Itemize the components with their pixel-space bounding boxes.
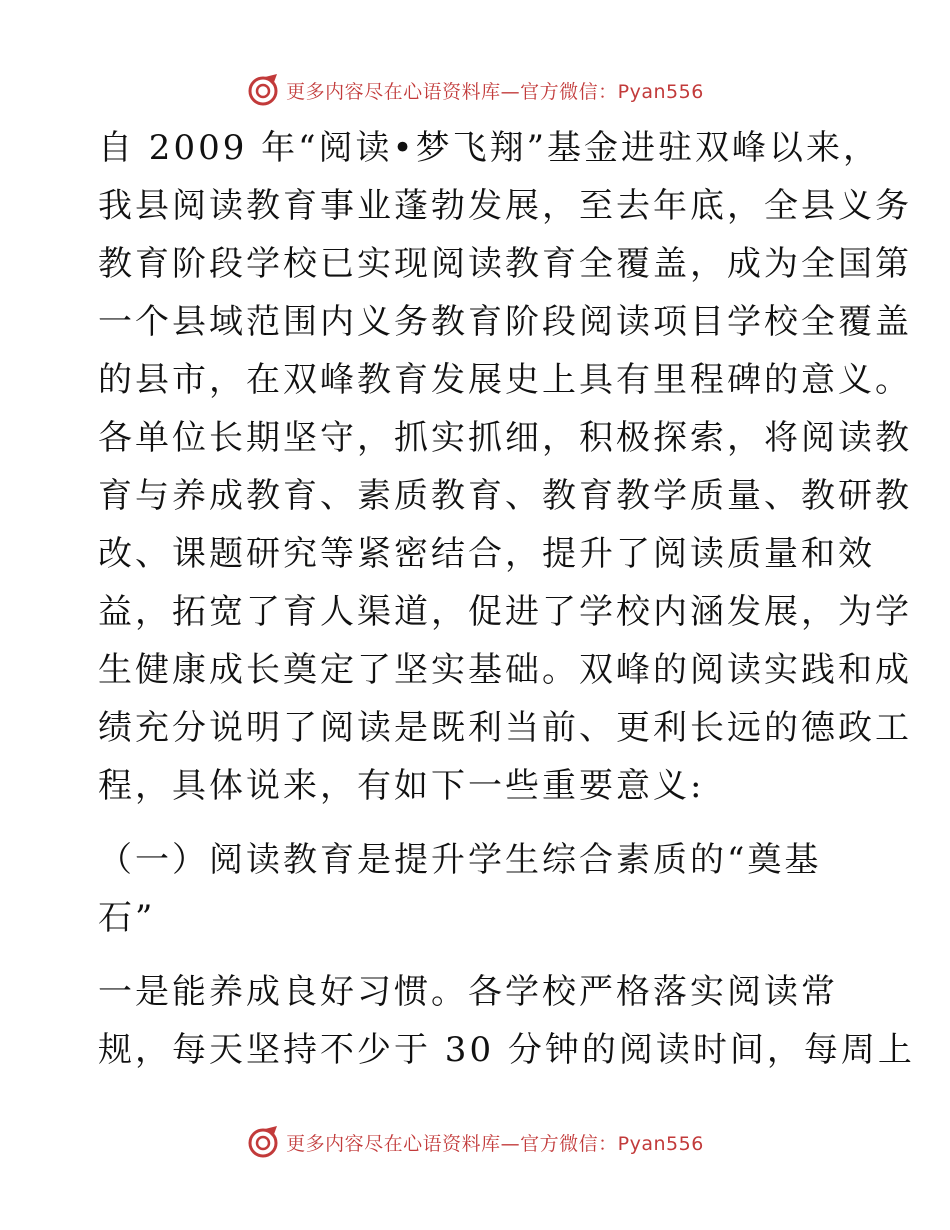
section-heading-line: 石” — [98, 898, 156, 938]
paragraph-line: 自 2009 年“阅读•梦飞翔”基金进驻双峰以来， — [98, 128, 880, 168]
section-heading-line: （一）阅读教育是提升学生综合素质的“奠基 — [98, 840, 822, 880]
watermark-text: 更多内容尽在心语资料库—官方微信：Pyan556 — [286, 80, 704, 103]
paragraph-line: 教育阶段学校已实现阅读教育全覆盖，成为全国第 — [98, 244, 912, 284]
watermark-text: 更多内容尽在心语资料库—官方微信：Pyan556 — [286, 1132, 704, 1155]
paragraph-line: 育与养成教育、素质教育、教育教学质量、教研教 — [98, 476, 912, 516]
paragraph-line: 的县市，在双峰教育发展史上具有里程碑的意义。 — [98, 360, 912, 400]
pen-circle-icon — [246, 1125, 280, 1159]
paragraph-line: 规，每天坚持不少于 30 分钟的阅读时间，每周上 — [98, 1030, 915, 1070]
paragraph-line: 益，拓宽了育人渠道，促进了学校内涵发展，为学 — [98, 592, 912, 632]
paragraph-line: 程，具体说来，有如下一些重要意义: — [98, 766, 705, 806]
paragraph-line: 各单位长期坚守，抓实抓细，积极探索，将阅读教 — [98, 418, 912, 458]
paragraph-line: 一是能养成良好习惯。各学校严格落实阅读常 — [98, 972, 838, 1012]
watermark-footer — [0, 1122, 950, 1162]
paragraph-line: 绩充分说明了阅读是既利当前、更利长远的德政工 — [98, 708, 912, 748]
paragraph-line: 改、课题研究等紧密结合，提升了阅读质量和效 — [98, 534, 875, 574]
paragraph-line: 生健康成长奠定了坚实基础。双峰的阅读实践和成 — [98, 650, 912, 690]
paragraph-line: 我县阅读教育事业蓬勃发展，至去年底，全县义务 — [98, 186, 912, 226]
paragraph-line: 一个县域范围内义务教育阶段阅读项目学校全覆盖 — [98, 302, 912, 342]
